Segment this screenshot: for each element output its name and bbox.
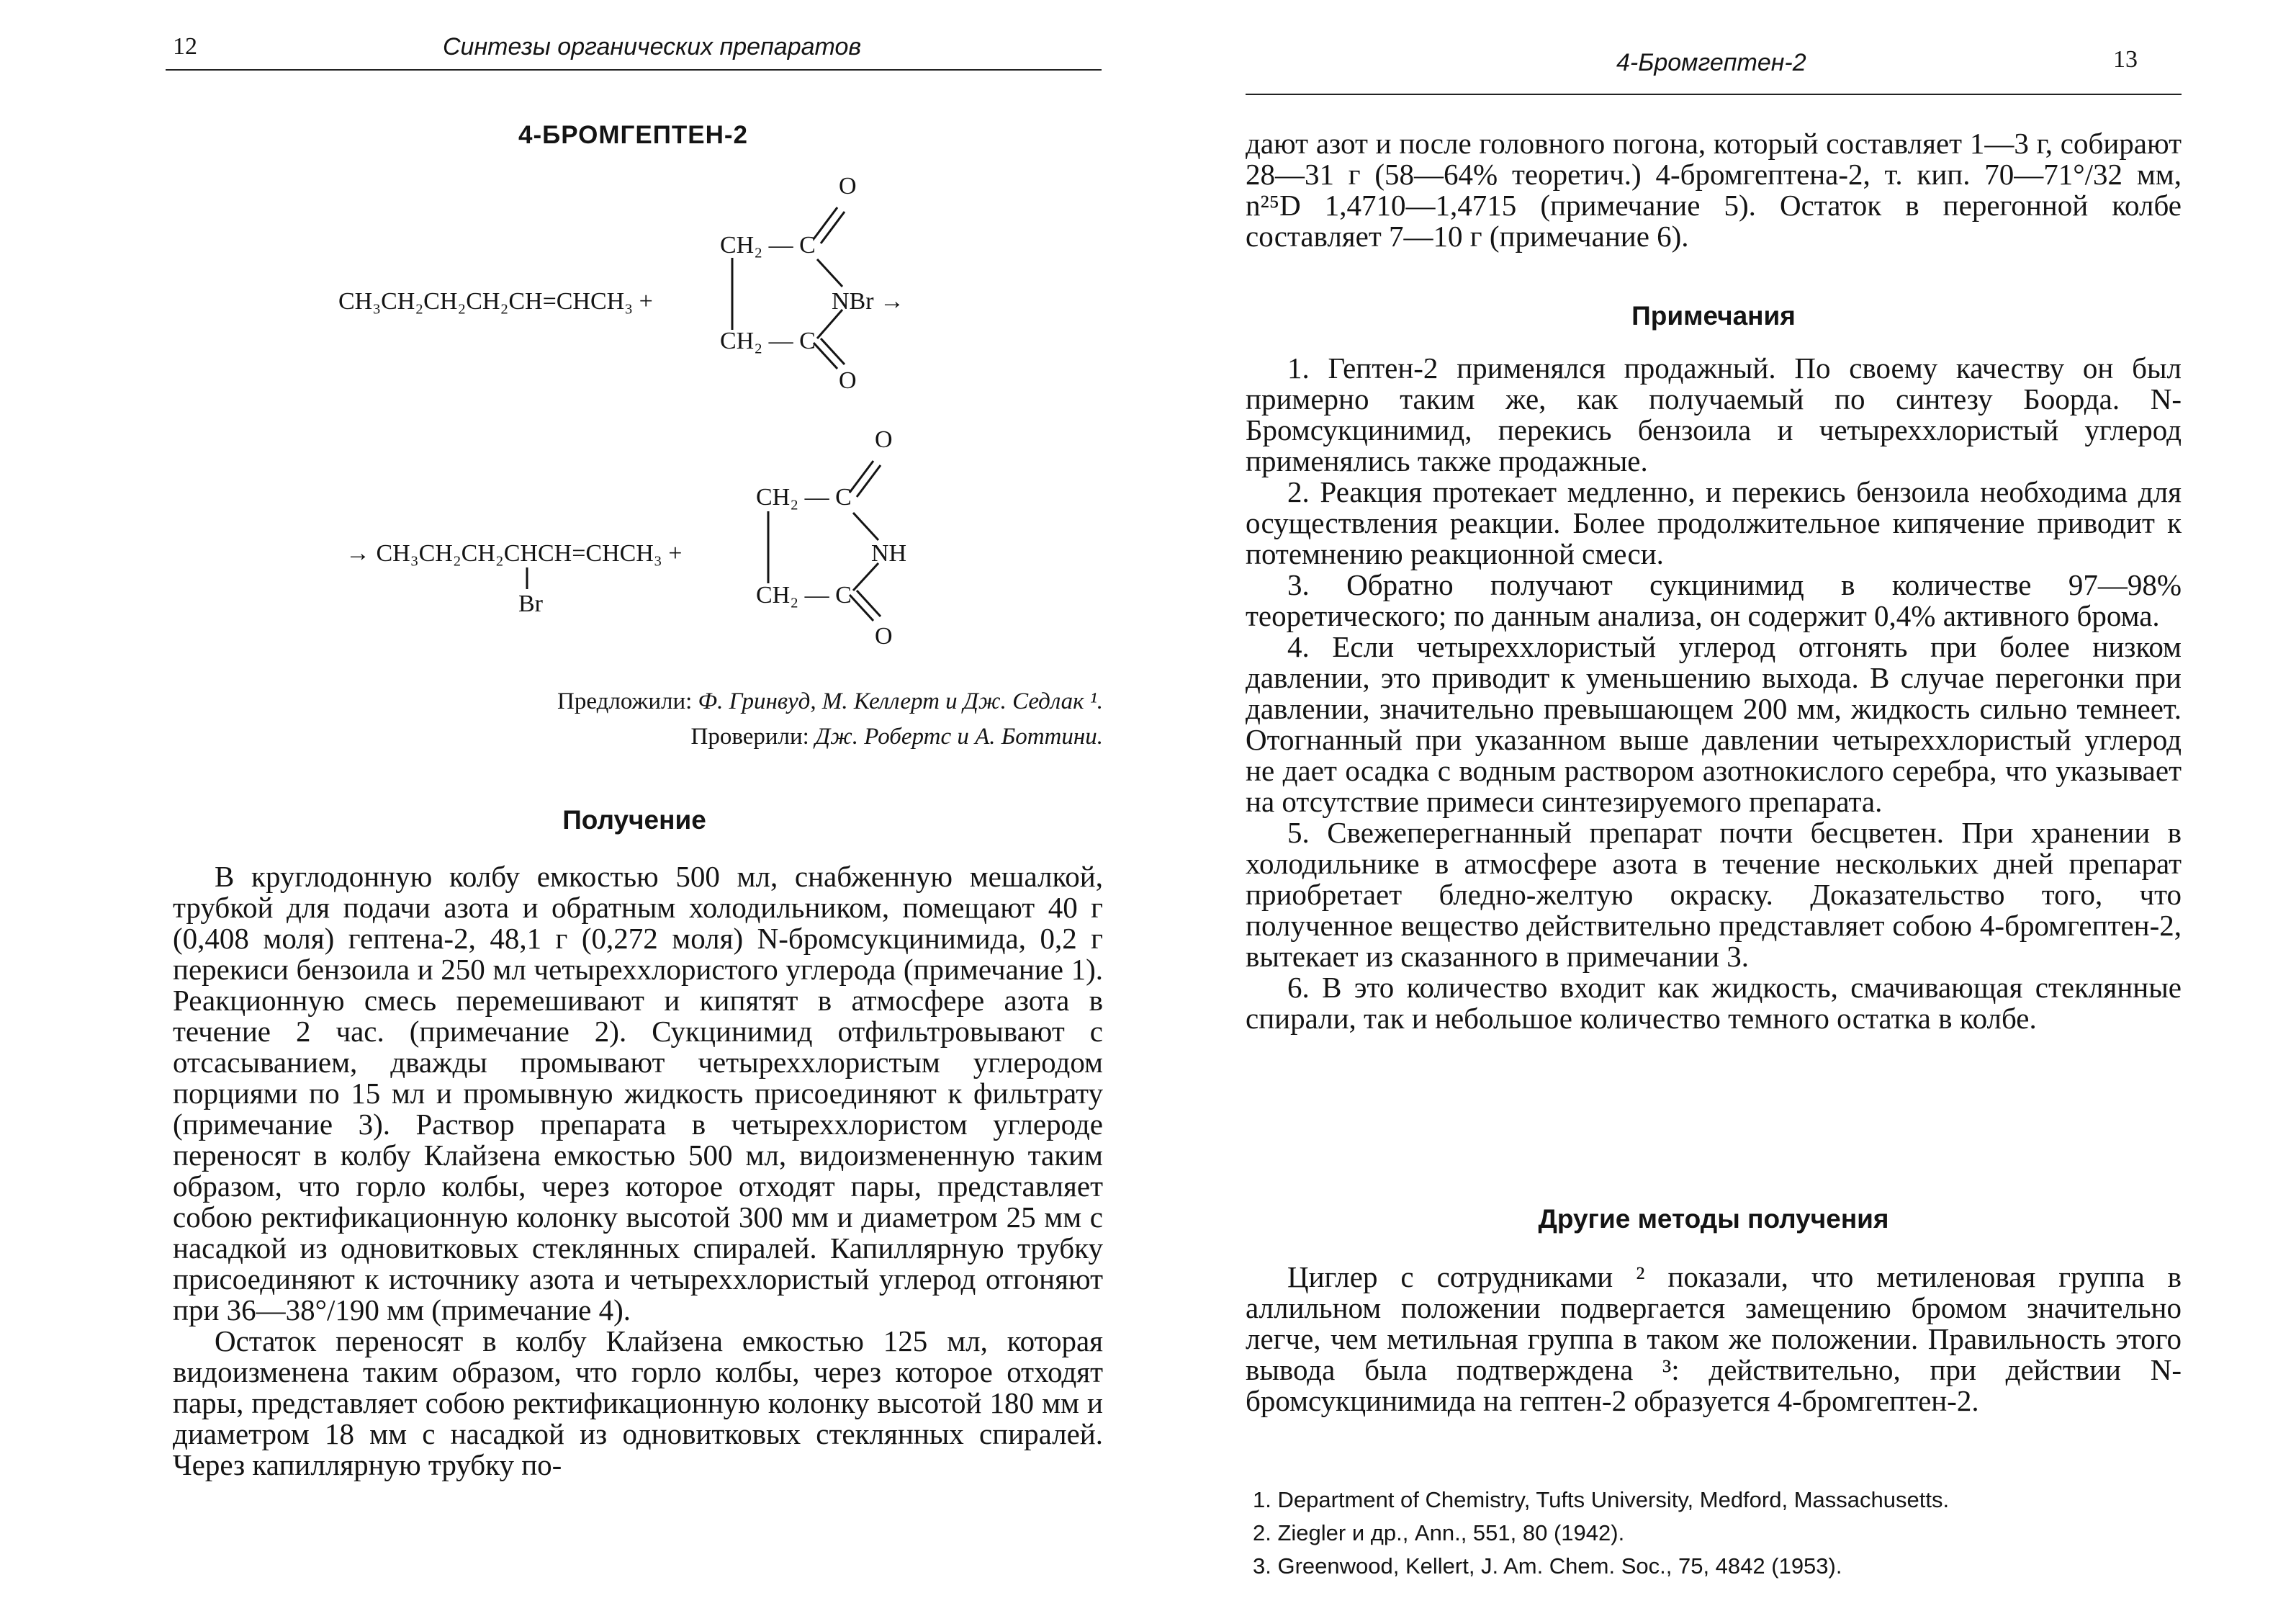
checked-line [166, 719, 1103, 755]
note-item: 3. Обратно получают сукцинимид в количестве 97—98% теоретического; по данным анализа, он содержит 0,4% активного брома. [1246, 568, 2182, 632]
reference-item: 2. Ziegler и др., Ann., 551, 80 (1942). [1253, 1520, 1625, 1545]
other-methods-title: Другие методы получения [1538, 1204, 1889, 1234]
double-bond-bottom-2b [857, 591, 881, 616]
c-n-bond-bottom-1 [817, 310, 842, 338]
right-continuation [1246, 128, 2182, 252]
double-bond-top-1b [821, 212, 845, 243]
ch2-bottom-2: CH₂ — C [756, 582, 852, 609]
proposed-label: Предложили: [557, 688, 693, 714]
notes-list [1246, 353, 2182, 1034]
product-bromoheptene: → CH₃CH₂CH₂CHCH=CHCH₃ + [346, 540, 683, 567]
left-running-head: Синтезы органических препаратов [443, 33, 862, 60]
references [1253, 1483, 2182, 1583]
left-body-text [173, 861, 1103, 1481]
note-item: 1. Гептен-2 применялся продажный. По своему качеству он был примерно таким же, как получаемый по синтезу Боорда. N-Бромсукцинимид, перекись бензоила и четыреххлористый углерод применялись также продажные. [1246, 351, 2182, 477]
note-item: 2. Реакция протекает медленно, и перекись бензоила необходима для осуществления реакции. Более продолжительное кипячение приводит к потемнению реакционной смеси. [1246, 475, 2182, 570]
other-methods-paragraph: Циглер с сотрудниками ² показали, что метиленовая группа в аллильном положении подвергается замещению бромом значительно легче, чем метильная группа в таком же положении. Правильность этого вывода была подтверждена ³: действительно, при действии N-бромсукцинимида на гептен-2 образуется 4-бромгептен-2. [1246, 1260, 2182, 1417]
ch2-top-1: CH₂ — C [720, 232, 816, 259]
checked-label: Проверили: [690, 724, 809, 750]
double-bond-top-1a [814, 207, 837, 239]
ch2-bottom-1: CH₂ — C [720, 328, 816, 354]
right-page-number: 13 [2113, 46, 2138, 73]
carbonyl-o-bottom-2: O [875, 623, 893, 650]
proposed-names: Ф. Гринвуд, М. Келлерт и Дж. Седлак ¹. [698, 688, 1103, 714]
double-bond-top-2a [850, 461, 873, 493]
double-bond-bottom-1b [821, 338, 845, 364]
left-page-number: 12 [173, 33, 197, 60]
compound-title: 4-БРОМГЕПТЕН-2 [518, 121, 749, 149]
notes-title: Примечания [1631, 301, 1796, 331]
right-running-head: 4-Бромгептен-2 [1616, 49, 1806, 76]
double-bond-bottom-1a [814, 343, 837, 369]
authors-block [166, 684, 1103, 755]
note-item: 5. Свежеперегнанный препарат почти бесцветен. При хранении в холодильнике в атмосфере азота в течение нескольких дней препарат приобретает бледно-желтую окраску. Доказательство того, что полученное вещество действительно представляет собою 4-бромгептен-2, вытекает из сказанного в примечании 3. [1246, 816, 2182, 973]
double-bond-top-2b [857, 465, 881, 497]
checked-names: Дж. Робертс и А. Боттини. [815, 724, 1103, 750]
carbonyl-o-top-2: O [875, 426, 893, 453]
right-header-rule [1246, 94, 2182, 95]
note-item: 6. В это количество входит как жидкость, смачивающая стеклянные спирали, так и небольшое количество темного остатка в колбе. [1246, 971, 2182, 1035]
note-item: 4. Если четыреххлористый углерод отгонять при более низком давлении, это приводит к уменьшению выхода. В случае перегонки при давлении, значительно превышающем 200 мм, жидкость сильно темнеет. Отогнанный при указанном выше давлении четыреххлористый углерод не дает осадка с водным раствором азотнокислого серебра, что указывает на отсутствие примеси синтезируемого препарата. [1246, 630, 2182, 818]
ch2-top-2: CH₂ — C [756, 484, 852, 511]
nh-label: NH [871, 540, 907, 567]
proposed-line [166, 684, 1103, 719]
carbonyl-o-top-1: O [839, 173, 857, 199]
nbr-label: NBr → [832, 288, 905, 315]
preparation-paragraph-1: В круглодонную колбу емкостью 500 мл, снабженную мешалкой, трубкой для подачи азота и обратным холодильником, помещают 40 г (0,408 моля) гептена-2, 48,1 г (0,272 моля) N-бромсукцинимида, 0,2 г перекиси бензоила и 250 мл четыреххлористого углерода (примечание 1). Реакционную смесь перемешивают и кипятят в атмосфере азота в течение 2 час. (примечание 2). Сукцинимид отфильтровывают с отсасыванием, дважды промывают четыреххлористым углеродом порциями по 15 мл и промывную жидкость присоединяют к фильтрату (примечание 3). Раствор препарата в четыреххлористом углероде переносят в колбу Клайзена емкостью 500 мл, видоизмененную таким образом, что горло колбы, через которое отходят пары, представляет собою ректификационную колонку высотой 300 мм и диаметром 25 мм с насадкой из одновитковых стеклянных спиралей. Капиллярную трубку присоединяют к источнику азота и четыреххлористый углерод отгоняют при 36—38°/190 мм (примечание 4). [173, 860, 1103, 1327]
preparation-paragraph-2: Остаток переносят в колбу Клайзена емкостью 125 мл, которая видоизменена таким образом, что горло колбы, через которое отходят пары, представляет собою ректификационную колонку высотой 180 мм и диаметром 18 мм с насадкой из одновитковых стеклянных спиралей. Через капиллярную трубку по- [173, 1324, 1103, 1481]
other-methods-text [1246, 1262, 2182, 1417]
c-n-bond-top-2 [853, 513, 878, 540]
reference-item: 3. Greenwood, Kellert, J. Am. Chem. Soc., 75, 4842 (1953). [1253, 1553, 1842, 1579]
reference-item: 1. Department of Chemistry, Tufts University, Medford, Massachusetts. [1253, 1487, 1950, 1512]
br-substituent: Br [518, 591, 543, 617]
double-bond-bottom-2a [850, 595, 873, 621]
section-title-preparation: Получение [562, 805, 706, 835]
continuation-paragraph: дают азот и после головного погона, который составляет 1—3 г, собирают 28—31 г (58—64% теоретич.) 4-бромгептена-2, т. кип. 70—71°/32 мм, n²⁵D 1,4710—1,4715 (примечание 5). Остаток в перегонной колбе составляет 7—10 г (примечание 6). [1246, 127, 2182, 253]
carbonyl-o-bottom-1: O [839, 367, 857, 394]
c-n-bond-top-1 [817, 259, 842, 287]
reactant-heptene: CH₃CH₂CH₂CH₂CH=CHCH₃ + [338, 288, 653, 315]
